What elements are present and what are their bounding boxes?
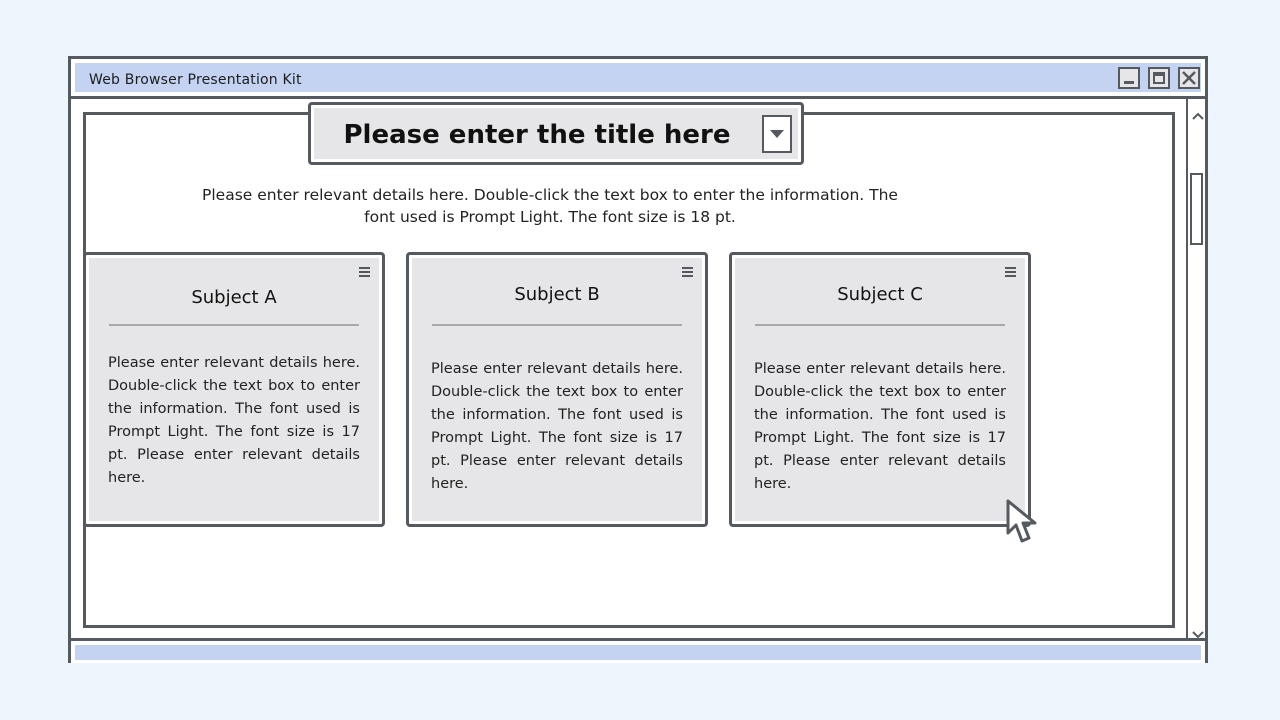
card-body[interactable]: Please enter relevant details here. Double-click the text box to enter the information. The font used is Prompt Light. The font size is 17 pt. Please enter relevant details here.: [431, 361, 683, 492]
scroll-thumb[interactable]: [1190, 173, 1203, 245]
card-body[interactable]: Please enter relevant details here. Double-click the text box to enter the information. The font used is Prompt Light. The font size is 17 pt. Please enter relevant details here.: [754, 361, 1006, 492]
scroll-down-icon[interactable]: [1192, 624, 1204, 634]
card-fill: [89, 258, 379, 521]
title-bar-fill: [75, 63, 1201, 92]
scroll-up-icon[interactable]: [1192, 105, 1204, 115]
card-body[interactable]: Please enter relevant details here. Double-click the text box to enter the information. The font used is Prompt Light. The font size is 17 pt. Please enter relevant details here.: [108, 355, 360, 486]
subtitle-text[interactable]: Please enter relevant details here. Double-click the text box to enter the information. The font used is Prompt Light. The font size is 18 pt.: [202, 186, 898, 226]
menu-icon[interactable]: [1005, 267, 1016, 278]
card-fill: [412, 258, 702, 521]
page-title[interactable]: Please enter the title here: [343, 120, 731, 150]
card-divider: [432, 324, 682, 326]
card-title: Subject C: [837, 284, 923, 305]
minimize-icon[interactable]: [1118, 67, 1140, 89]
card-title: Subject B: [514, 284, 600, 305]
card-divider: [109, 324, 359, 326]
menu-icon[interactable]: [359, 267, 370, 278]
mouse-pointer-icon: [1004, 497, 1044, 553]
title-bar[interactable]: [71, 59, 1205, 99]
maximize-icon[interactable]: [1148, 67, 1170, 89]
close-icon[interactable]: [1178, 67, 1200, 89]
status-bar-fill: [75, 645, 1201, 660]
status-bar: [71, 638, 1205, 663]
chevron-down-icon[interactable]: [762, 115, 792, 153]
card-divider: [755, 324, 1005, 326]
menu-icon[interactable]: [682, 267, 693, 278]
card-title: Subject A: [191, 287, 277, 308]
subject-card-a[interactable]: [83, 252, 385, 527]
title-dropdown[interactable]: [308, 102, 804, 165]
subject-card-b[interactable]: [406, 252, 708, 527]
vertical-scrollbar[interactable]: [1186, 99, 1208, 638]
subject-card-c[interactable]: [729, 252, 1031, 527]
window-title: Web Browser Presentation Kit: [89, 72, 302, 88]
title-dropdown-fill: [314, 108, 798, 159]
card-fill: [735, 258, 1025, 521]
